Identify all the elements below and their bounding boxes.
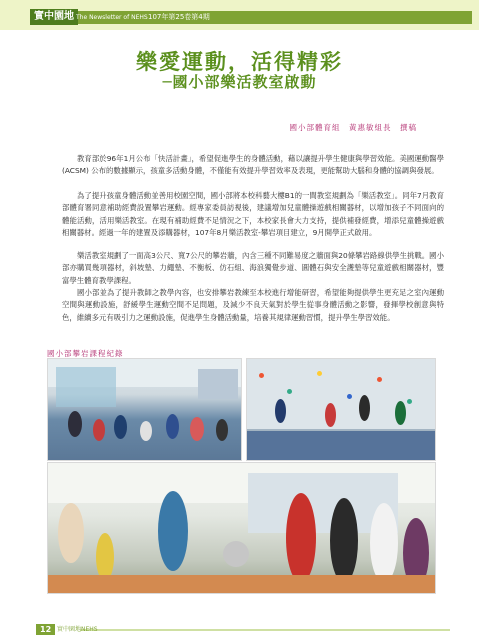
paragraph-3: 樂活教室規劃了一面高3公尺、寬7公尺的攀岩牆，內含三種不同難易度之牆面與20條攀岩路線供學生挑戰。國小部亦購買幾項器材，斜坡墊、力繩墊、不衡板、仿石組、海浪獨覺步道、圓體石與安全護墊等兒童遊戲相關器材，豐富學生體育教學課程。 <box>62 251 444 285</box>
photo-classroom-students <box>47 358 242 461</box>
photo-hold <box>347 394 352 399</box>
photo-teacher-instruction <box>47 462 436 594</box>
photo-floor <box>48 575 435 593</box>
footer-bar <box>80 629 450 631</box>
photo-climbing-wall <box>247 359 435 429</box>
page-header <box>0 0 479 30</box>
paragraph-4: 國小部並為了提升教師之教學內容，也安排攀岩教練至本校進行增能研習，希望能夠提供學生更充足之室內運動空間與運動設施，舒緩學生運動空間不足問題，及減少不良天氣對於學生從事身體活動之影響，發揮學校創意與特色，維續多元有吸引力之運動設施，促進學生身體活動量，培養其規律運動習慣，提升學生學習效能。 <box>62 288 444 322</box>
photo-climber <box>395 401 406 425</box>
paragraph-2: 為了提升孩童身體活動並善用校園空間，國小部將本校科藝大樓B1的一間教室規劃為「樂活教室」。同年7月教育部體育署同意補助經費設置攀岩運動。經專家委員訪視後，建議增加兒童體操遊戲相關器材，以增加孩子不同面向的體能活動，活用樂活教室。在現有補助經費不足情況之下，本校家長會大力支持，提供補發經費，增添兒童體操遊戲相關器材。經過一年的建置及添購器材，107年8月樂活教室-攀岩項目建立，9月開學正式啟用。 <box>62 191 444 237</box>
page-number: 12 <box>36 624 55 635</box>
photo-student <box>166 414 179 439</box>
photo-student <box>190 417 204 441</box>
photo-student <box>114 415 127 439</box>
section-badge: 實中園地 <box>30 9 78 25</box>
photo-caption: 國小部攀岩課程紀錄 <box>47 349 124 358</box>
photo-student <box>96 533 114 581</box>
photo-window <box>198 369 238 399</box>
photo-teacher <box>158 491 188 571</box>
photo-student <box>330 498 358 583</box>
photo-student <box>68 411 82 437</box>
photo-climber <box>359 395 370 421</box>
photo-hold <box>287 389 292 394</box>
newsletter-name: The Newsletter of NEHS <box>76 14 148 21</box>
photo-student <box>140 421 152 441</box>
issue-label: 107年第25卷第4期 <box>148 13 210 21</box>
paragraph-1: 教育部於96年1月公布「快活計畫」，希望促進學生的身體活動，藉以讓提升學生健康與學習效能。美國運動醫學(ACSM) 公布的數據顯示，孩童多活動身體，不僅能有效提升學習效率及表現，更能幫助大腦和身體的協調與發展。 <box>62 154 444 176</box>
article-byline: 國小部體育組 黃惠敏組長 撰稿 <box>289 123 417 132</box>
article-subtitle: ─國小部樂活教室啟動 <box>162 73 317 91</box>
article-title: 樂愛運動，活得精彩 <box>136 50 343 74</box>
photo-student <box>58 503 84 563</box>
photo-hold <box>259 373 264 378</box>
photo-student <box>370 503 398 583</box>
photo-hold <box>377 377 382 382</box>
footer-logo: 實中園地NEHS <box>57 626 98 633</box>
photo-student <box>223 541 249 567</box>
photo-climbing-wall-kids <box>246 358 436 461</box>
photo-climbing-wall <box>56 367 116 407</box>
photo-student <box>286 493 316 583</box>
photo-student <box>93 419 105 441</box>
photo-hold <box>407 399 412 404</box>
photo-climber <box>275 399 286 423</box>
photo-student <box>216 419 228 441</box>
photo-mat <box>247 431 435 460</box>
photo-climber <box>325 403 336 427</box>
photo-hold <box>317 371 322 376</box>
